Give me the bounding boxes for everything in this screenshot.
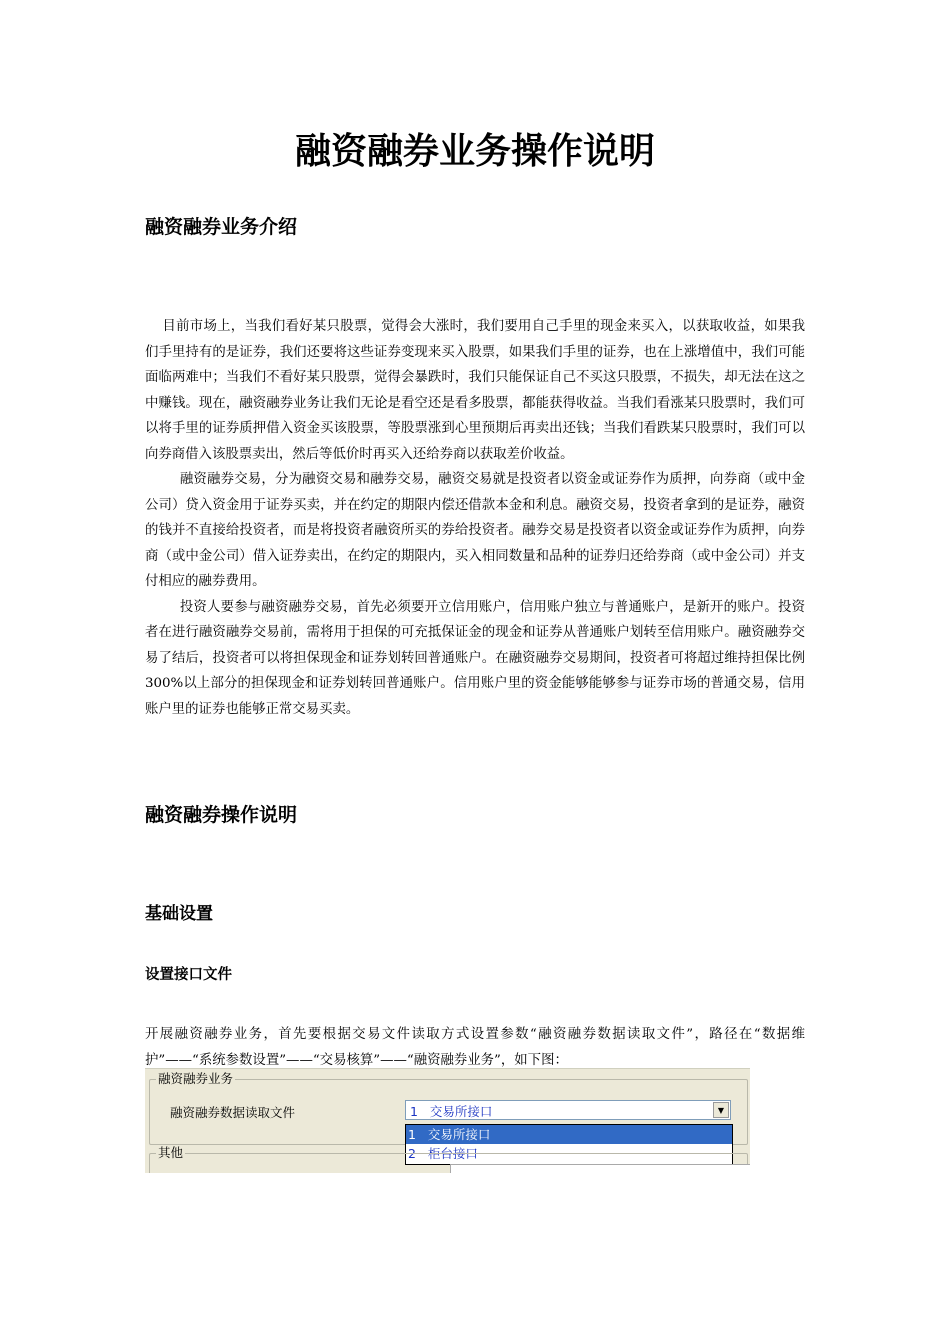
intro-paragraph-3: 投资人要参与融资融券交易，首先必须要开立信用账户，信用账户独立与普通账户，是新开的账户。投资者在进行融资融券交易前，需将用于担保的可充抵保证金的现金和证券从普通账户划转至信用账户。融资融券交易了结后，投资者可以将担保现金和证券划转回普通账户。在融资融券交易期间，投资者可将超过维持担保比例300%以上部分的担保现金和证券划转回普通账户。信用账户里的资金能够能够参与证券市场的普通交易，信用账户里的证券也能够正常交易买卖。 bbox=[145, 599, 805, 717]
intro-body bbox=[145, 314, 805, 722]
settings-screenshot bbox=[145, 1068, 750, 1173]
interface-file-paragraph: 开展融资融券业务，首先要根据交易文件读取方式设置参数“融资融券数据读取文件”，路径在“数据维护”——“系统参数设置”——“交易核算”——“融资融券业务”，如下图： bbox=[145, 1027, 805, 1068]
subheading-basic-settings: 基础设置 bbox=[145, 904, 213, 924]
read-file-combobox[interactable] bbox=[405, 1100, 731, 1120]
subheading-interface-file: 设置接口文件 bbox=[145, 967, 232, 983]
section-heading-intro: 融资融券业务介绍 bbox=[145, 216, 298, 238]
intro-paragraph-2: 融资融券交易，分为融资交易和融券交易，融资交易就是投资者以资金或证券作为质押，向券商（或中金公司）贷入资金用于证券买卖，并在约定的期限内偿还借款本金和利息。融资交易，投资者拿到的是证券，融资的钱并不直接给投资者，而是将投资者融资所买的券给投资者。融券交易是投资者以资金或证券作为质押，向券商（或中金公司）借入证券卖出，在约定的期限内，买入相同数量和品种的证券归还给券商（或中金公司）并支付相应的融券费用。 bbox=[145, 472, 805, 589]
dropdown-option-exchange[interactable]: 1 交易所接口 bbox=[406, 1125, 732, 1144]
group-other-title: 其他 bbox=[158, 1145, 184, 1160]
group-margin-trading-title: 融资融券业务 bbox=[158, 1071, 234, 1086]
chevron-down-icon[interactable]: ▼ bbox=[713, 1102, 729, 1118]
other-field-input[interactable] bbox=[450, 1164, 750, 1173]
intro-paragraph-1: 目前市场上，当我们看好某只股票，觉得会大涨时，我们要用自己手里的现金来买入，以获取收益，如果我们手里持有的是证券，我们还要将这些证券变现来买入股票，如果我们手里的证券，也在上涨增值中，我们可能面临两难中；当我们不看好某只股票，觉得会暴跌时，我们只能保证自己不买这只股票，不损失，却无法在这之中赚钱。现在，融资融券业务让我们无论是看空还是看多股票，都能获得收益。当我们看涨某只股票时，我们可以将手里的证券质押借入资金买该股票，等股票涨到心里预期后再卖出还钱；当我们看跌某只股票时，我们可以向券商借入该股票卖出，然后等低价时再买入还给券商以获取差价收益。 bbox=[145, 319, 805, 462]
page-title: 融资融券业务操作说明 bbox=[294, 131, 655, 172]
section-heading-operation: 融资融券操作说明 bbox=[145, 804, 298, 826]
dropdown-option-counter[interactable]: 2 柜台接口 bbox=[408, 1146, 478, 1161]
group-other bbox=[149, 1145, 748, 1173]
read-file-label: 融资融券数据读取文件 bbox=[170, 1105, 296, 1120]
interface-file-body bbox=[145, 1022, 805, 1073]
read-file-combobox-value: 1 交易所接口 bbox=[410, 1104, 493, 1119]
